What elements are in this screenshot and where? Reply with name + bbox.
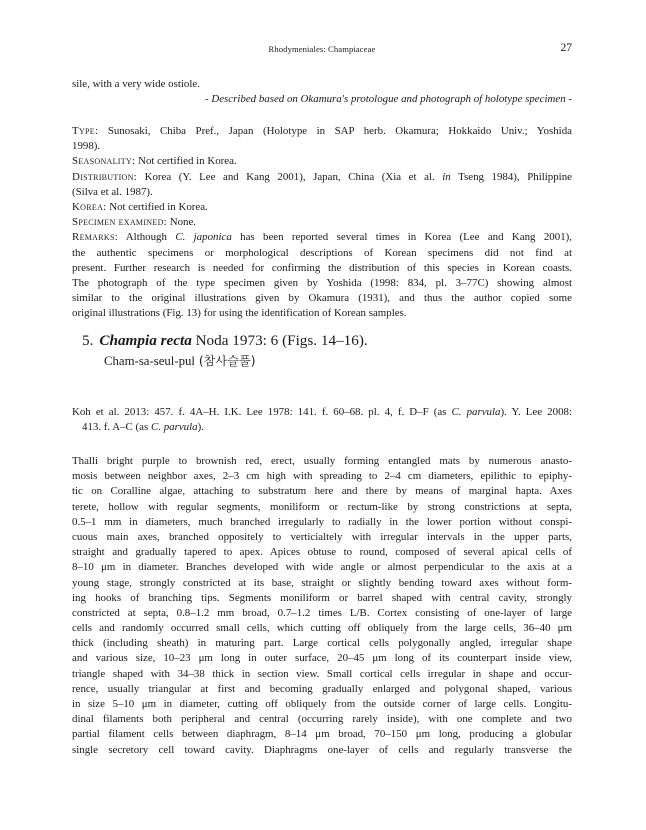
distribution-text-b: Tseng 1984), Philippine [458,170,572,183]
source-note: - Described based on Okamura's protologue and photograph of holotype specimen - [204,93,572,106]
description-line: tic on Coralline algae, attaching to substratum here and there by means of marginal hapta. Axes [72,485,572,498]
species-heading [82,332,368,350]
intro-block [72,77,572,107]
description-line: thick (including sheath) in maturing part. Large cortical cells polygonally angled, irregular shape [72,637,572,650]
description-line: young stage, strongly constricted at its base, straight or slightly bending toward axes without form- [72,576,572,589]
korea-text: Not certified in Korea. [109,200,208,213]
species-authority: Noda 1973: 6 (Figs. 14–16). [195,332,368,349]
description-line: triangle shaped with 34–38 thick in section view. Small cortical cells irregular in shape and occur- [72,667,572,680]
reference-text: Koh et al. 2013: 457. f. 4A–H. I.K. Lee 1978: 141. f. 60–68. pl. 4, f. D–F (as [72,406,447,418]
distribution-label: Distribution: [72,170,138,183]
description-line: cells and randomly occurred small cells, which cutting off obliquely from the large cells, 36–40 μm [72,622,572,635]
remarks-line: present. Further research is needed for confirming the distribution of this species in Korean coasts. [72,261,572,274]
description-line: 8–10 μm in diameter. Branches developed with wide angle or almost perpendicular to the axis at a [72,561,572,574]
type-text: Sunosaki, Chiba Pref., Japan (Holotype in SAP herb. Okamura; Hokkaido Univ.; Yoshida [107,125,572,137]
type-text-cont: 1998). [72,140,101,153]
type-label: Type: [72,125,99,137]
description-line: terete, hollow with regular segments, moniliform or rectum-like by strong constrictions at septa, [72,500,572,513]
korean-hangul: (참사슬풀) [198,354,256,368]
remarks-text-b: has been reported several times in Korea (Lee and Kang 2001), [240,231,572,244]
remarks-text-a: Although [125,231,167,244]
description-line: straight and gradually tapered to apex. Apices obtuse to round, composed of several apical cells of [72,546,572,559]
remarks-species: C. japonica [175,231,232,244]
description-paragraph [72,454,572,758]
seasonality-text: Not certified in Korea. [138,155,237,168]
page-header [72,44,572,60]
reference-species: C. parvula [150,421,198,434]
distribution-text-cont: (Silva et al. 1987). [72,185,153,198]
description-line: mosis between neighbor axes, 2–3 cm high with spreading to 2–4 cm diameters, epilithic to epiphy- [72,470,572,483]
description-line: in size 5–10 μm in diameter, cutting off obliquely from the outside corner of large cells. Longitu- [72,698,572,710]
reference-line [72,420,572,435]
field-list [72,124,572,322]
remarks-field [72,230,572,245]
reference-text: ). Y. Lee 2008: [500,406,572,418]
species-name: Champia recta [99,332,192,349]
description-line: single secretory cell toward cavity. Diaphragms one-layer of cells and regularly transverse the [72,743,572,756]
specimen-text: None. [169,216,197,229]
reference-list [72,405,572,435]
type-field [72,124,572,139]
description-line: cuous main axes, branched oppositely to verticialtely with irregular intervals in the upper parts, [72,530,572,543]
specimen-label: Specimen examined: [72,216,167,229]
remarks-label: Remarks: [72,231,119,244]
korea-field [72,200,572,215]
distribution-field [72,170,572,185]
description-line: constricted at septa, 0.8–1.2 mm broad, 0.7–1.2 times L/B. Cortex consisting of one-layer of large [72,606,572,619]
distribution-text: Korea (Y. Lee and Kang 2001), Japan, China (Xia et al. [144,170,435,183]
species-korean-name [104,352,255,369]
remarks-line: The photograph of the type specimen given by Yoshida (1998: 834, pl. 3–77C) showing almost [72,276,572,289]
remarks-line: the authentic specimens or morphological descriptions of Korean specimens did not find at [72,246,572,259]
reference-text: 413. f. A–C (as [82,421,149,434]
specimen-field [72,215,572,230]
description-line: rence, usually triangular at first and becoming gradually enlarged and polygonal shaped, various [72,682,572,695]
korea-label: Korea: [72,200,107,213]
description-line: 0.5–1 mm in diameters, much branched irregularly to radially in the lower portion without conspi- [72,515,572,528]
description-line: partial filament cells between diaphragm, 8–14 μm broad, 70–150 μm long, producing a globular [72,728,572,741]
reference-text: ). [197,421,204,434]
description-line: dinal filaments both peripheral and central (occurring rarely inside), with one complete and two [72,713,572,726]
korean-romanized: Cham-sa-seul-pul [104,354,195,368]
distribution-in: in [442,170,451,183]
seasonality-label: Seasonality: [72,155,136,168]
remarks-line: similar to the original illustrations given by Okamura (1931), and thus the author copied some [72,292,572,305]
seasonality-field [72,154,572,169]
page-number: 27 [560,42,572,54]
intro-line: sile, with a very wide ostiole. [72,78,200,90]
remarks-line: original illustrations (Fig. 13) for using the identification of Korean samples. [72,307,407,320]
reference-species: C. parvula [451,406,501,418]
description-line: and various size, 10–23 μm long in outer surface, 20–45 μm long of its counterpart inside view, [72,652,572,665]
reference-line [72,405,572,420]
description-line: ing hooks of branching tips. Segments moniliform or barrel shaped with central cavity, strongly [72,591,572,604]
running-title: Rhodymeniales: Champiaceae [268,44,376,54]
species-number: 5. [82,332,94,349]
description-line: Thalli bright purple to brownish red, erect, usually forming entangled mats by numerous anasto- [72,455,572,467]
